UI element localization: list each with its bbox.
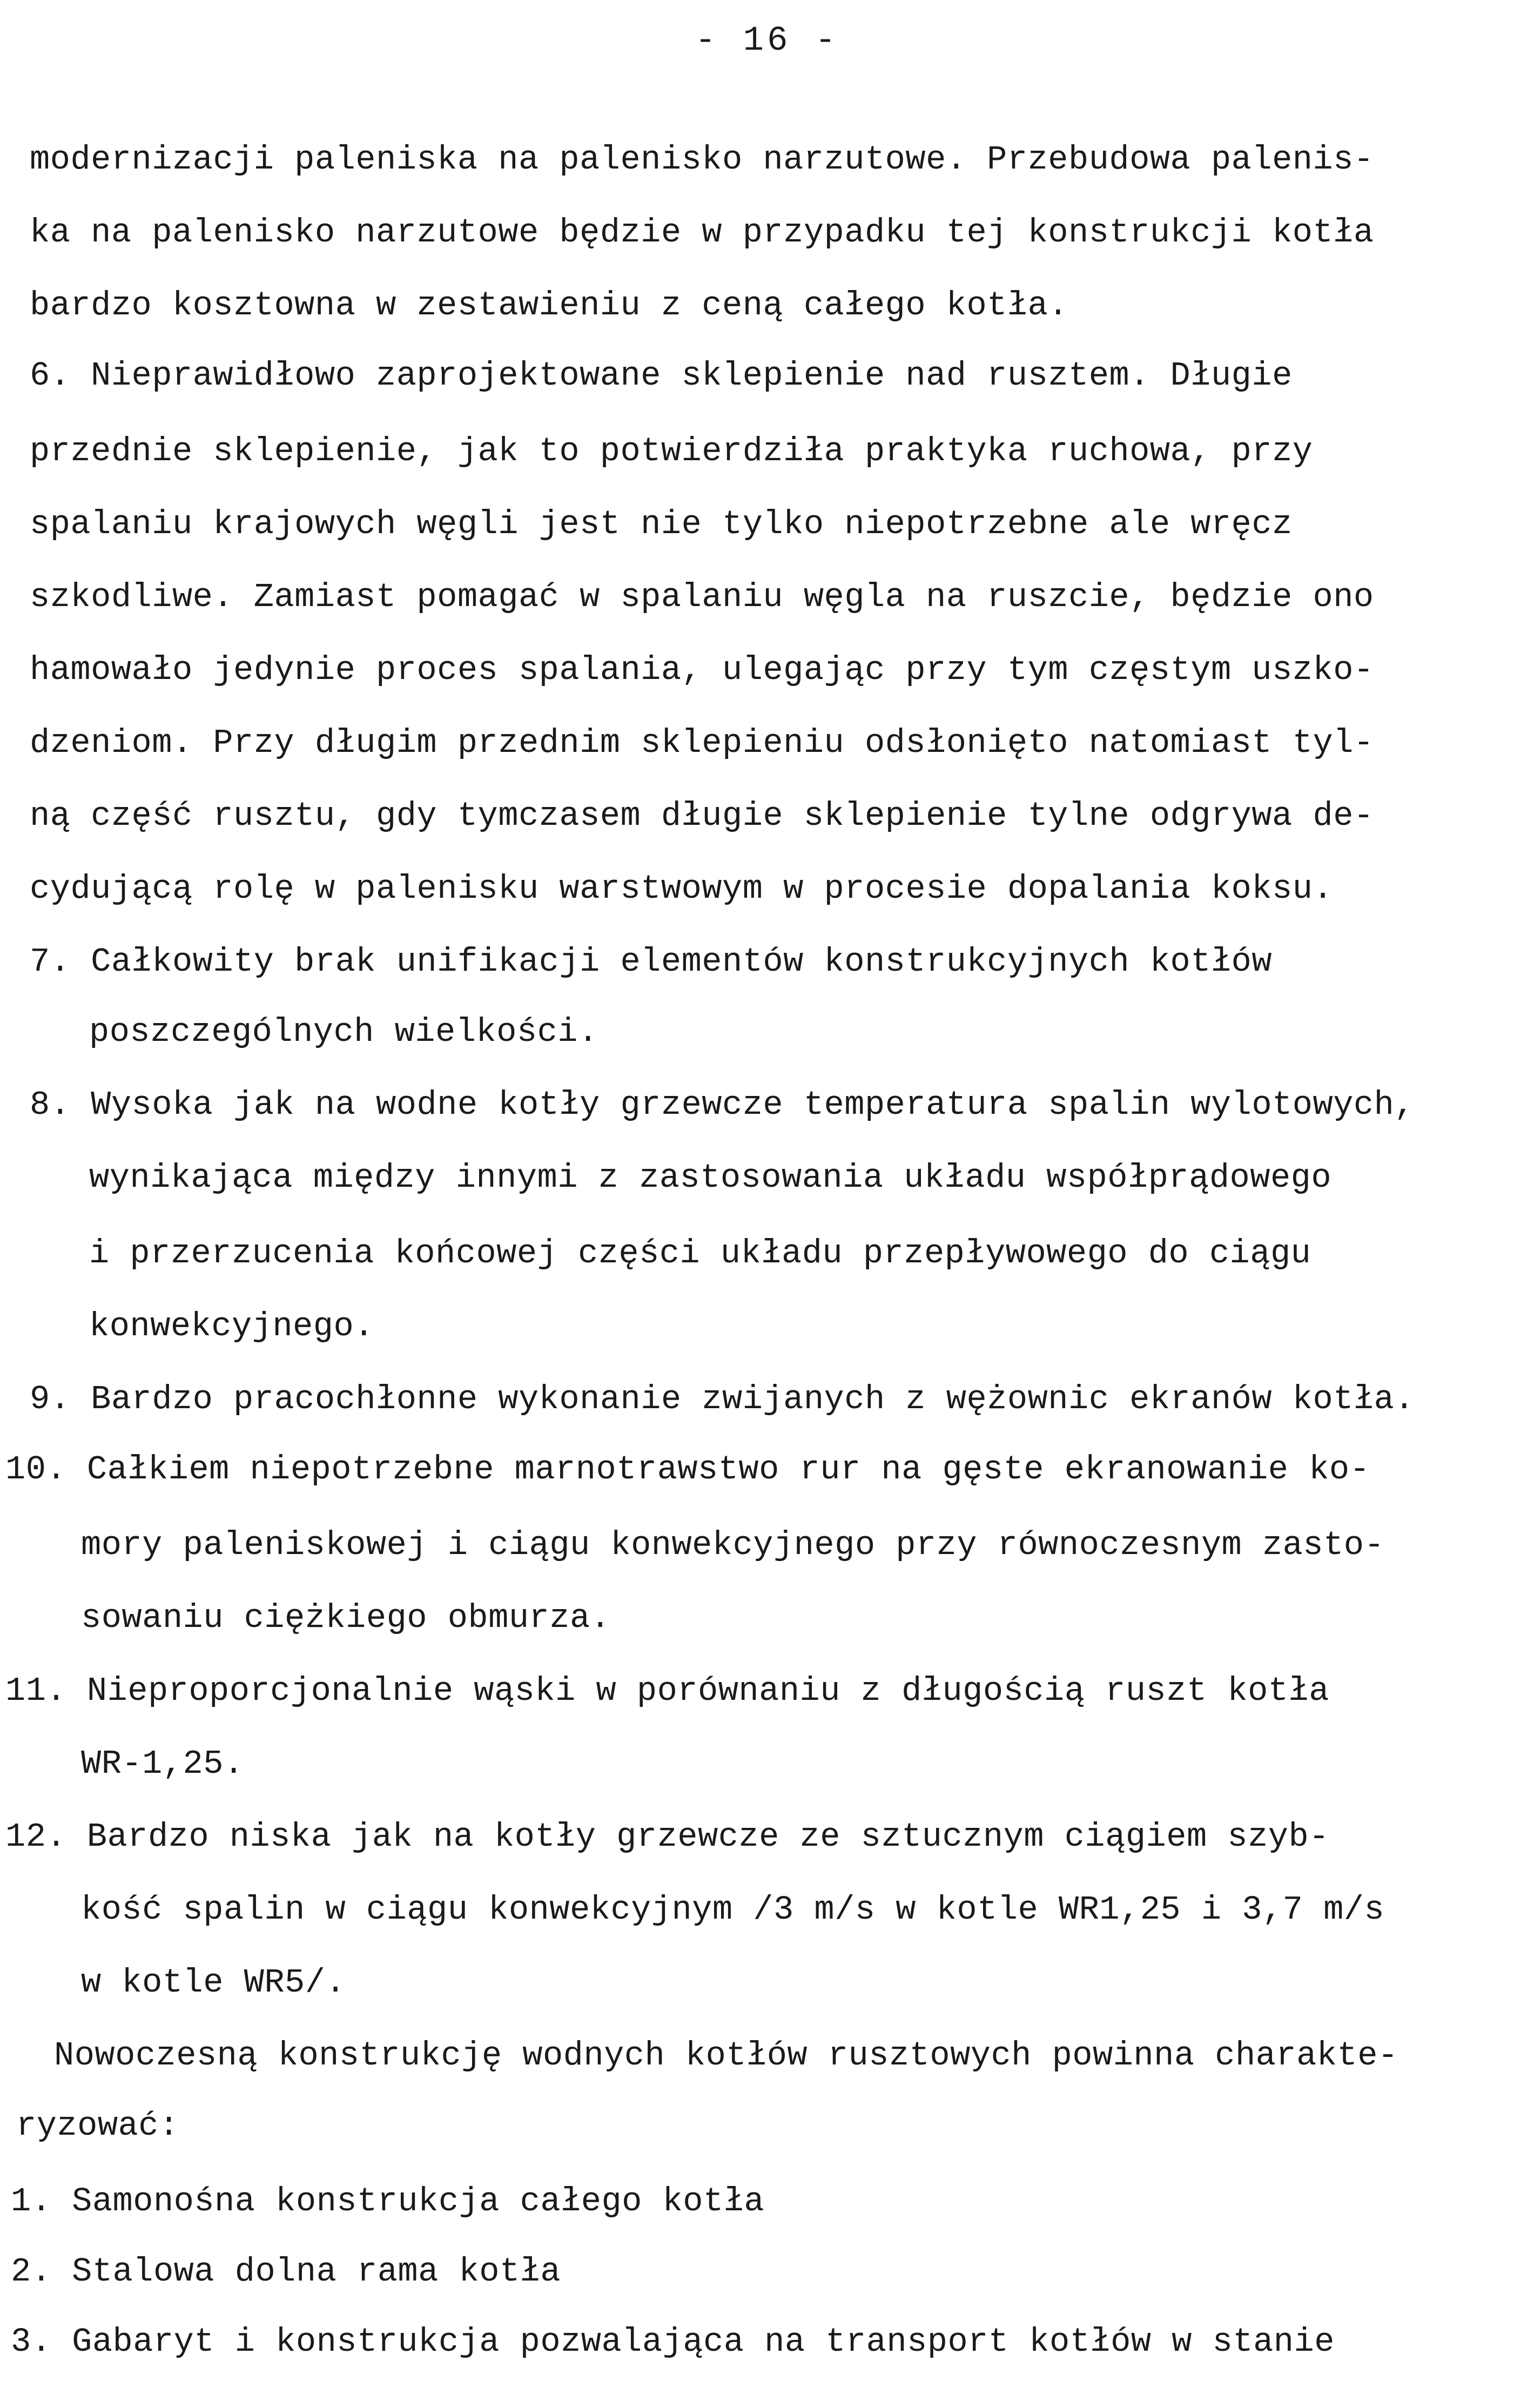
text-line: 12. Bardzo niska jak na kotły grzewcze ze sztucznym ciągiem szyb-	[5, 1818, 1329, 1856]
text-line: 2. Stalowa dolna rama kotła	[11, 2252, 561, 2291]
text-line: poszczególnych wielkości.	[89, 1013, 598, 1051]
text-line: ryzować:	[16, 2107, 179, 2145]
text-line: dzeniom. Przy długim przednim sklepieniu odsłonięto natomiast tyl-	[30, 724, 1374, 762]
text-line: 10. Całkiem niepotrzebne marnotrawstwo rur na gęste ekranowanie ko-	[5, 1450, 1370, 1489]
text-line: cydującą rolę w palenisku warstwowym w procesie dopalania koksu.	[30, 870, 1334, 908]
text-line: 11. Nieproporcjonalnie wąski w porównaniu z długością ruszt kotła	[5, 1672, 1329, 1710]
text-line: bardzo kosztowna w zestawieniu z ceną całego kotła.	[30, 286, 1069, 325]
text-line: Nowoczesną konstrukcję wodnych kotłów rusztowych powinna charakte-	[54, 2036, 1398, 2075]
text-line: mory paleniskowej i ciągu konwekcyjnego przy równoczesnym zasto-	[81, 1526, 1385, 1564]
text-line: szkodliwe. Zamiast pomagać w spalaniu węgla na ruszcie, będzie ono	[30, 578, 1374, 616]
text-line: 9. Bardzo pracochłonne wykonanie zwijanych z wężownic ekranów kotła.	[30, 1380, 1415, 1418]
text-line: kość spalin w ciągu konwekcyjnym /3 m/s w kotle WR1,25 i 3,7 m/s	[81, 1891, 1385, 1929]
text-line: 8. Wysoka jak na wodne kotły grzewcze temperatura spalin wylotowych,	[30, 1086, 1415, 1124]
text-line: ka na palenisko narzutowe będzie w przypadku tej konstrukcji kotła	[30, 213, 1374, 252]
text-line: WR-1,25.	[81, 1745, 244, 1783]
text-line: ną część rusztu, gdy tymczasem długie sklepienie tylne odgrywa de-	[30, 797, 1374, 835]
text-line: i przerzucenia końcowej części układu przepływowego do ciągu	[89, 1234, 1311, 1273]
text-line: w kotle WR5/.	[81, 1963, 346, 2002]
text-line: spalaniu krajowych węgli jest nie tylko niepotrzebne ale wręcz	[30, 505, 1293, 543]
text-line: modernizacji paleniska na palenisko narzutowe. Przebudowa palenis-	[30, 140, 1374, 179]
text-line: 6. Nieprawidłowo zaprojektowane sklepienie nad rusztem. Długie	[30, 357, 1293, 395]
text-line: sowaniu ciężkiego obmurza.	[81, 1599, 611, 1637]
text-line: wynikająca między innymi z zastosowania układu współprądowego	[89, 1159, 1332, 1197]
page-number: - 16 -	[695, 22, 839, 60]
text-line: konwekcyjnego.	[89, 1307, 374, 1346]
text-line: hamowało jedynie proces spalania, ulegając przy tym częstym uszko-	[30, 651, 1374, 689]
text-line: przednie sklepienie, jak to potwierdziła praktyka ruchowa, przy	[30, 432, 1313, 470]
text-line: 1. Samonośna konstrukcja całego kotła	[11, 2182, 765, 2221]
text-line: 7. Całkowity brak unifikacji elementów konstrukcyjnych kotłów	[30, 943, 1273, 981]
text-line: 3. Gabaryt i konstrukcja pozwalająca na transport kotłów w stanie	[11, 2323, 1335, 2361]
